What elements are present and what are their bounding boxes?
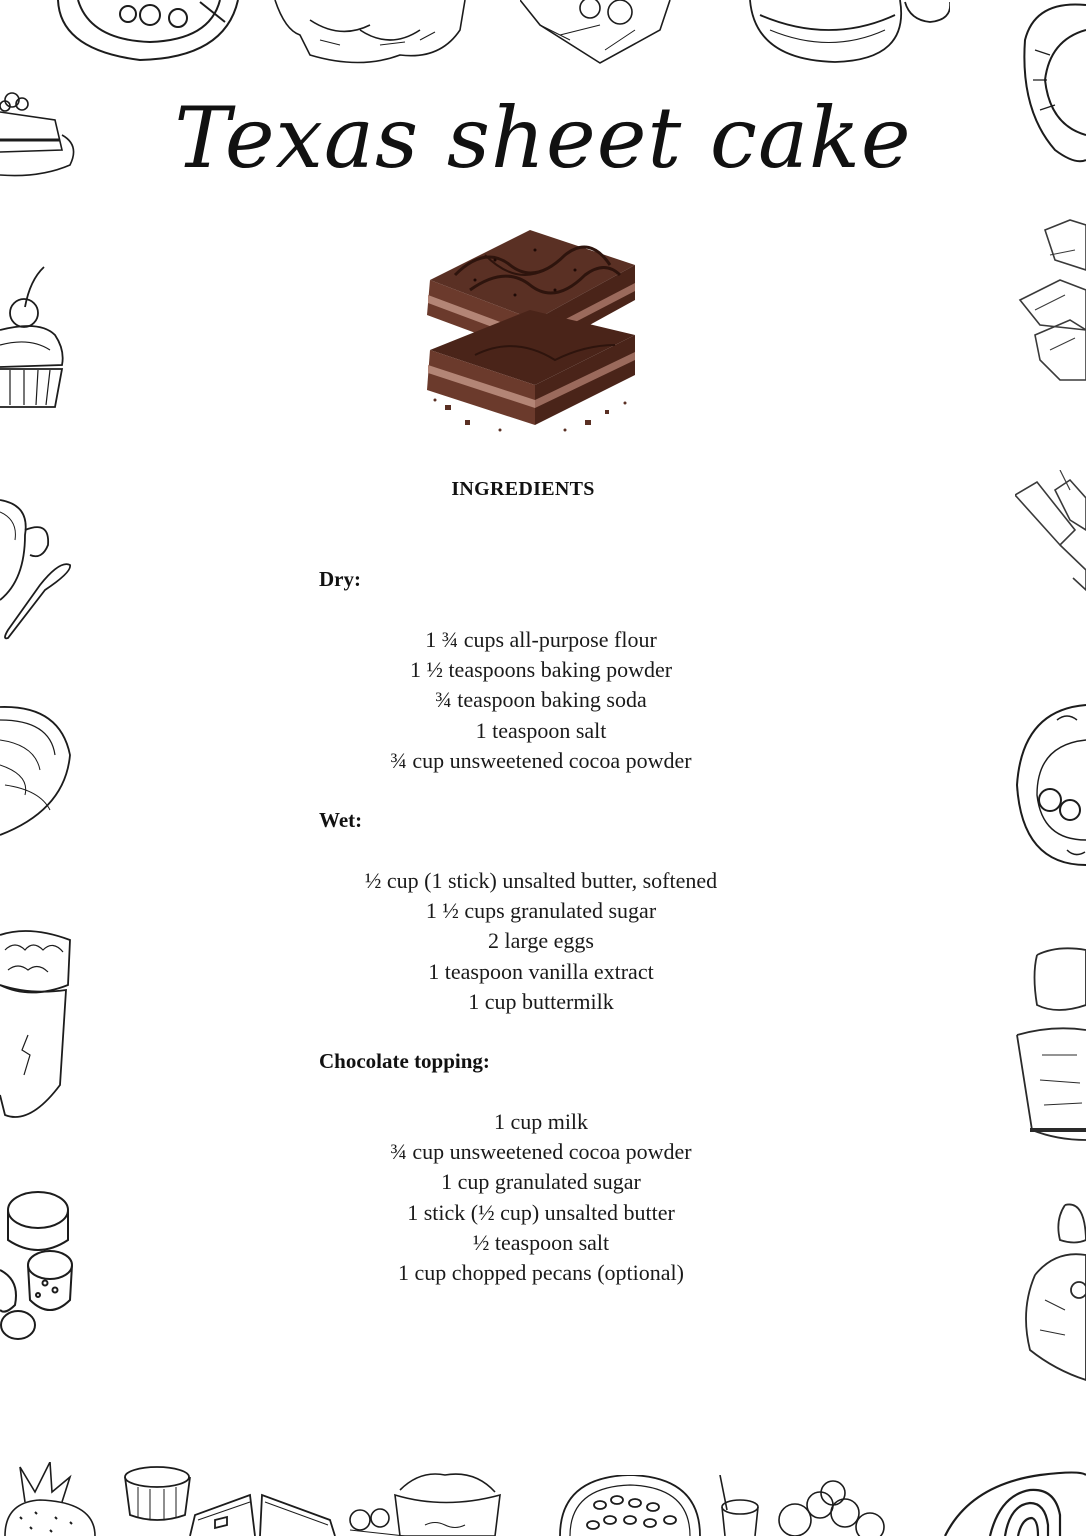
plate-of-cookies-icon	[50, 0, 240, 62]
ingredient-item: ½ cup (1 stick) unsalted butter, softened	[364, 868, 718, 893]
ingredient-item: 1 cup granulated sugar	[441, 1169, 641, 1195]
cake-stack-icon	[415, 225, 645, 450]
section-label-wet: Wet:	[319, 808, 363, 832]
ingredient-item: ¾ teaspoon baking soda	[435, 687, 647, 713]
ingredient-item: ½ teaspoon salt	[472, 1229, 610, 1255]
soup-cup-with-spoon-icon	[0, 490, 72, 645]
ingredient-item: 1 teaspoon salt	[475, 717, 607, 743]
drink-and-buns-icon	[715, 1475, 905, 1536]
ingredient-item: 2 large eggs	[488, 928, 594, 954]
rolled-pastry-icon	[930, 1470, 1086, 1536]
ingredient-item: 1 ¾ cups all-purpose flour	[425, 627, 657, 652]
bread-bowl-icon	[345, 1470, 535, 1536]
wrapped-tamales-icon	[1015, 210, 1086, 415]
tortilla-chips-icon	[270, 0, 470, 64]
chocolate-cake-illustration	[415, 225, 645, 450]
ingredient-item: 1 cup chopped pecans (optional)	[398, 1260, 684, 1286]
ingredient-list-chocolate-topping	[0, 1107, 1082, 1288]
ingredient-item: 1 cup milk	[493, 1109, 589, 1134]
ingredient-item: 1 cup buttermilk	[468, 988, 614, 1014]
bean-salad-bowl-icon	[555, 1475, 705, 1536]
sandwich-slices-icon	[180, 1490, 340, 1536]
ingredients-heading: INGREDIENTS	[451, 478, 595, 500]
section-label-chocolate-topping: Chocolate topping:	[319, 1049, 490, 1073]
dumplings-on-leaf-icon	[520, 0, 675, 65]
ingredient-item: 1 ½ cups granulated sugar	[425, 898, 657, 924]
ingredient-list-wet	[0, 866, 1082, 1017]
cupcake-with-cherry-icon	[0, 265, 68, 413]
noodle-bowl-icon	[740, 0, 950, 64]
strawberry-icon	[0, 1462, 100, 1536]
ingredient-item: ¾ cup unsweetened cocoa powder	[390, 1139, 692, 1165]
ingredient-item: ¾ cup unsweetened cocoa powder	[390, 747, 692, 773]
ingredient-item: 1 stick (½ cup) unsalted butter	[407, 1199, 675, 1225]
ingredient-item: 1 ½ teaspoons baking powder	[409, 657, 673, 683]
ingredient-list-dry	[0, 625, 1082, 776]
recipe-title: Texas sheet cake	[174, 89, 912, 187]
ingredient-item: 1 teaspoon vanilla extract	[428, 958, 654, 984]
section-label-dry: Dry:	[319, 567, 361, 591]
